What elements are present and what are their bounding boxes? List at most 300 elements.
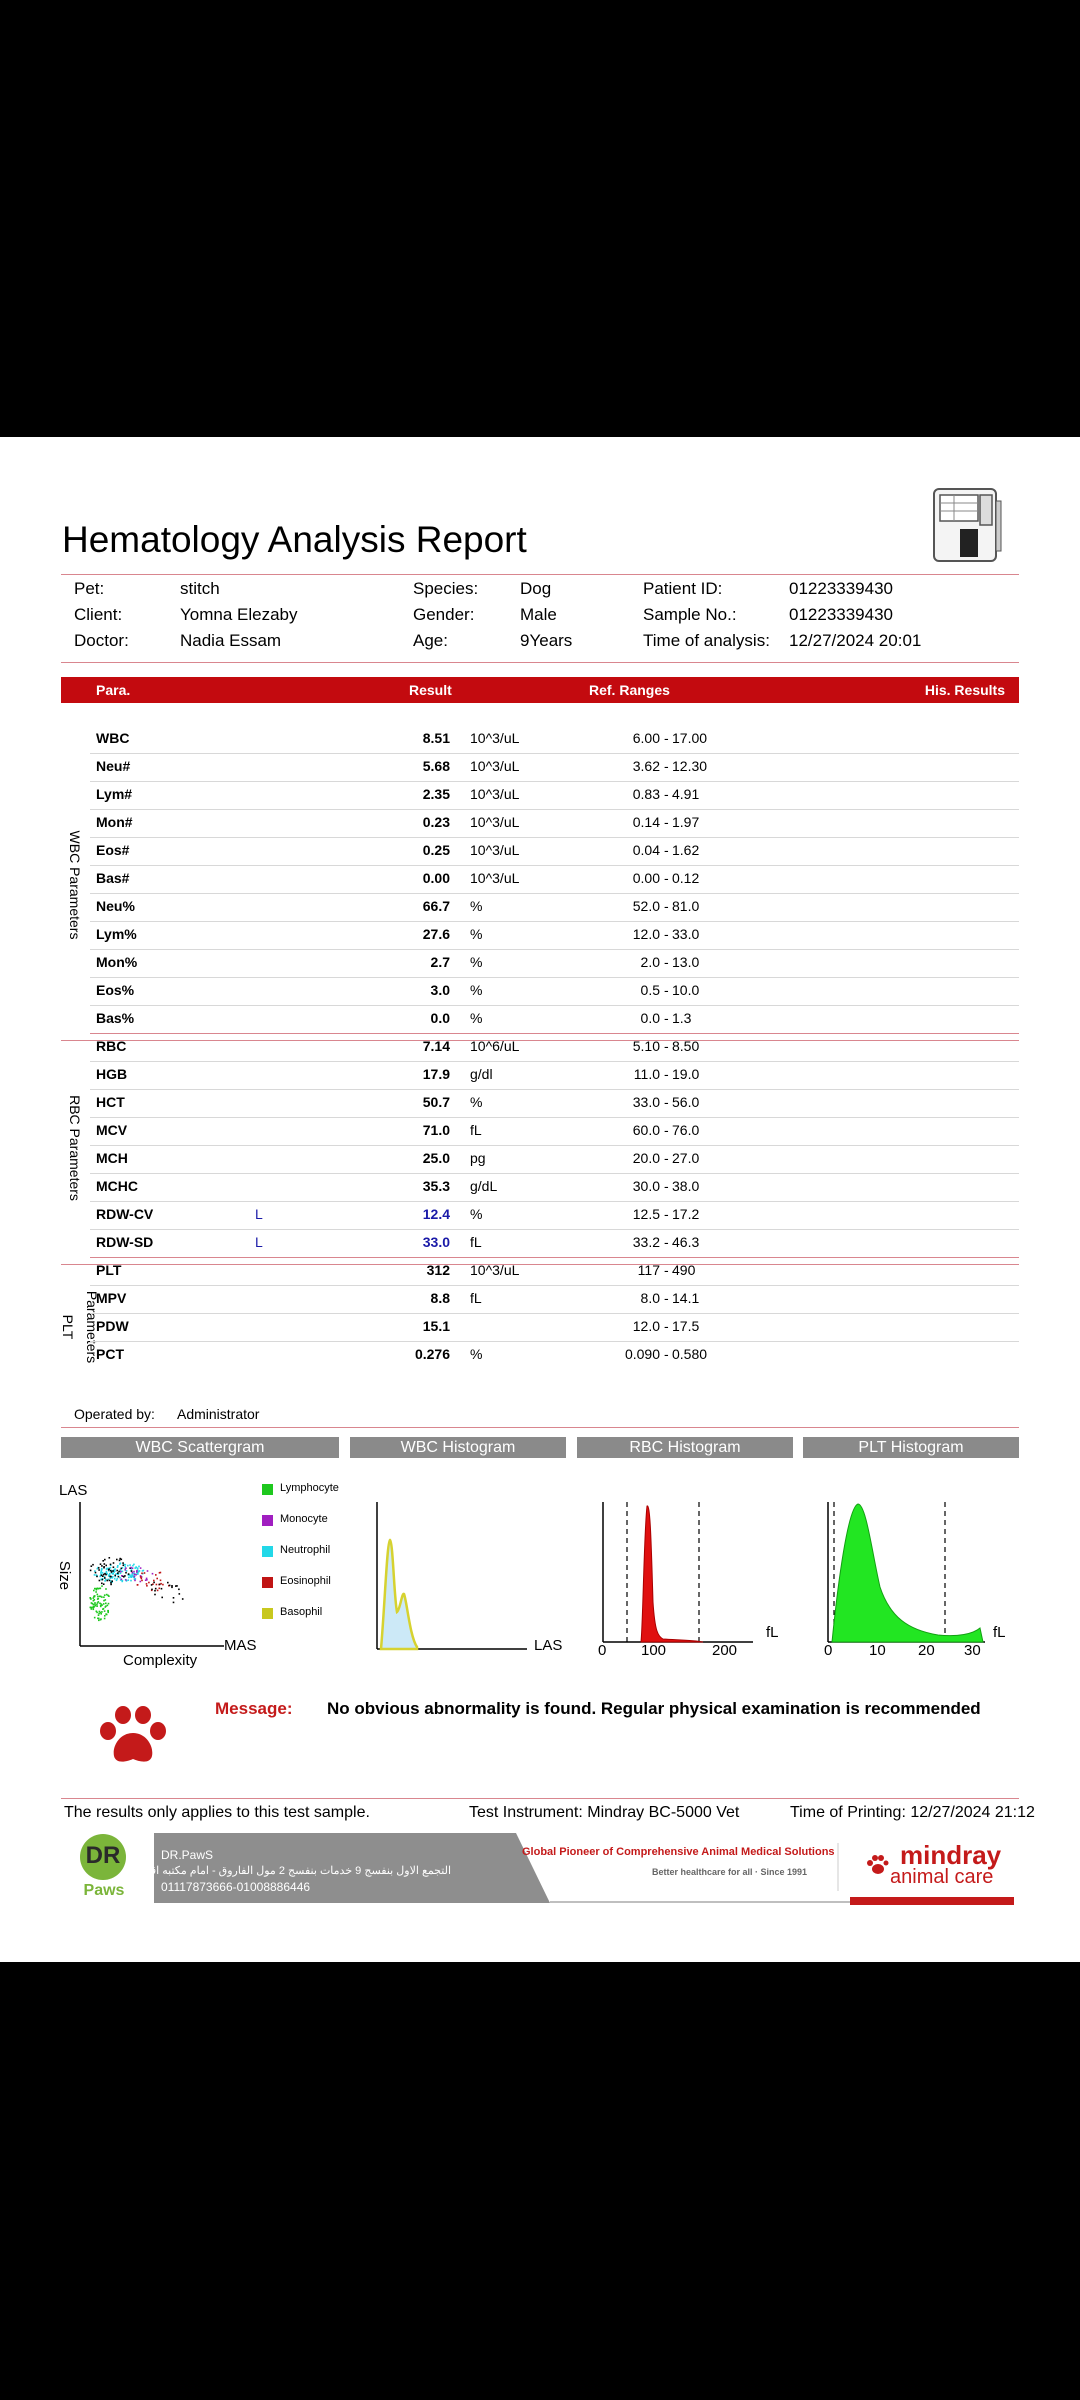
param-ref-high: 8.50 [672, 1038, 700, 1054]
scatter-point [100, 1596, 102, 1598]
scatter-point [96, 1604, 98, 1606]
param-ref-high: 17.00 [672, 730, 708, 746]
scatter-point [130, 1576, 132, 1578]
scatter-point [117, 1572, 119, 1574]
divider [61, 1427, 1019, 1428]
ref-range-dash: - [664, 1150, 669, 1166]
param-result: 0.0 [430, 1010, 450, 1026]
param-ref-low: 0.0 [640, 1010, 660, 1026]
scatter-point [90, 1607, 92, 1609]
scatter-point [101, 1575, 103, 1577]
scatter-point [152, 1573, 154, 1575]
scatter-point [103, 1574, 105, 1576]
scatter-point [173, 1602, 175, 1604]
scatter-point [94, 1588, 96, 1590]
scatter-point [120, 1571, 122, 1573]
ref-range-dash: - [664, 982, 669, 998]
table-row [90, 1033, 1019, 1062]
scatter-point [132, 1572, 134, 1574]
scatter-point [138, 1566, 140, 1568]
param-ref-high: 56.0 [672, 1094, 700, 1110]
ref-range-dash: - [664, 954, 669, 970]
scatter-point [104, 1618, 106, 1620]
scatter-point [100, 1612, 102, 1614]
param-unit: % [470, 926, 483, 942]
param-ref-high: 1.62 [672, 842, 700, 858]
scatter-point [142, 1570, 144, 1572]
wbc-scattergram-title: WBC Scattergram [61, 1437, 339, 1458]
ref-range-dash: - [664, 842, 669, 858]
report-page [0, 437, 1080, 1962]
param-ref-high: 76.0 [672, 1122, 700, 1138]
param-unit: 10^3/uL [470, 870, 520, 886]
ref-range-dash: - [664, 1122, 669, 1138]
rbc-histogram [603, 1502, 753, 1642]
scatter-point [131, 1574, 133, 1576]
param-ref-low: 117 [637, 1262, 660, 1278]
scatter-point [159, 1588, 161, 1590]
scatter-point [169, 1585, 171, 1587]
ref-range-dash: - [664, 1094, 669, 1110]
scatter-point [137, 1584, 139, 1586]
param-unit: 10^3/uL [470, 730, 520, 746]
scatter-point [92, 1564, 94, 1566]
scatter-point [114, 1570, 116, 1572]
table-row [90, 837, 1019, 866]
param-ref-high: 27.0 [672, 1150, 700, 1166]
ref-range-dash: - [664, 926, 669, 942]
report-title: Hematology Analysis Report [62, 519, 527, 560]
scatter-point [104, 1615, 106, 1617]
param-unit: 10^6/uL [470, 1038, 520, 1054]
param-ref-low: 5.10 [632, 1038, 660, 1054]
param-name: Neu# [96, 758, 131, 774]
param-unit: % [470, 1010, 483, 1026]
scatter-point [93, 1596, 95, 1598]
scatter-point [161, 1588, 163, 1590]
scatter-point [97, 1594, 99, 1596]
scatter-point [94, 1604, 96, 1606]
param-ref-low: 0.14 [632, 814, 660, 830]
legend-label: Basophil [280, 1606, 323, 1618]
param-ref-high: 33.0 [672, 926, 700, 942]
param-ref-high: 10.0 [672, 982, 700, 998]
wbc-scattergram [79, 1502, 224, 1647]
scatter-point [112, 1570, 114, 1572]
table-row [90, 977, 1019, 1006]
scatter-point [141, 1580, 143, 1582]
footer-printing: Time of Printing: 12/27/2024 21:12 [790, 1804, 1035, 1821]
patient-id-value: 01223339430 [789, 579, 894, 598]
scatter-point [114, 1575, 116, 1577]
legend-swatch [262, 1546, 273, 1557]
scatter-point [117, 1565, 119, 1567]
scatter-point [110, 1567, 112, 1569]
scatter-point [98, 1569, 100, 1571]
scatter-point [105, 1599, 107, 1601]
scatter-point [103, 1583, 105, 1585]
scatter-point [136, 1571, 138, 1573]
legend-label: Monocyte [280, 1513, 328, 1525]
scatter-point [122, 1580, 124, 1582]
table-row [90, 725, 1019, 754]
param-name: PDW [96, 1318, 129, 1334]
table-row [90, 921, 1019, 950]
scatter-point [93, 1606, 95, 1608]
scatter-point [103, 1596, 105, 1598]
scatter-point [91, 1608, 93, 1610]
sample-label: Sample No.: [643, 605, 737, 624]
param-ref-low: 0.04 [632, 842, 660, 858]
scatter-point [105, 1606, 107, 1608]
param-ref-low: 12.5 [632, 1206, 660, 1222]
table-row [90, 1089, 1019, 1118]
clinic-logo [78, 1834, 130, 1904]
sample-value: 01223339430 [789, 605, 894, 624]
scatter-point [93, 1597, 95, 1599]
scatter-point [99, 1603, 101, 1605]
legend-label: Neutrophil [280, 1544, 331, 1556]
scatter-point [131, 1570, 133, 1572]
scatter-point [101, 1569, 103, 1571]
scatter-point [100, 1618, 102, 1620]
scatter-point [125, 1564, 127, 1566]
scatter-point [99, 1588, 101, 1590]
param-ref-low: 30.0 [632, 1178, 660, 1194]
scatter-point [153, 1582, 155, 1584]
param-unit: 10^3/uL [470, 1262, 520, 1278]
ref-range-dash: - [664, 870, 669, 886]
param-name: MCV [96, 1122, 128, 1138]
legend-label: Lymphocyte [280, 1482, 339, 1494]
divider [61, 574, 1019, 575]
scatter-point [107, 1605, 109, 1607]
scatter-point [107, 1580, 109, 1582]
scatter-point [111, 1580, 113, 1582]
scatter-point [171, 1585, 173, 1587]
legend-swatch [262, 1484, 273, 1495]
ref-range-dash: - [664, 898, 669, 914]
scatter-point [93, 1590, 95, 1592]
wbc-histogram-graph [377, 1502, 527, 1652]
param-name: PCT [96, 1346, 124, 1362]
scatter-x-right-label: MAS [224, 1637, 257, 1654]
age-label: Age: [413, 631, 448, 650]
legend-swatch [262, 1577, 273, 1588]
scatter-point [108, 1575, 110, 1577]
param-unit: 10^3/uL [470, 758, 520, 774]
param-unit: 10^3/uL [470, 814, 520, 830]
param-result: 27.6 [422, 926, 450, 942]
scatter-point [95, 1591, 97, 1593]
scatter-point [103, 1566, 105, 1568]
pet-label: Pet: [74, 579, 105, 598]
param-ref-low: 0.5 [640, 982, 660, 998]
param-ref-high: 1.97 [672, 814, 700, 830]
table-row [90, 1285, 1019, 1314]
scatter-point [121, 1579, 123, 1581]
plt-histogram-title: PLT Histogram [803, 1437, 1019, 1458]
param-result: 0.00 [422, 870, 450, 886]
footer-note: The results only applies to this test sample. [64, 1804, 370, 1821]
legend-label: Eosinophil [280, 1575, 331, 1587]
param-ref-high: 1.3 [672, 1010, 692, 1026]
param-unit: fL [470, 1122, 482, 1138]
scatter-point [140, 1576, 142, 1578]
scatter-point [96, 1576, 98, 1578]
scatter-point [139, 1570, 141, 1572]
scatter-point [98, 1613, 100, 1615]
param-ref-low: 12.0 [632, 1318, 660, 1334]
param-unit: % [470, 1346, 483, 1362]
scatter-point [98, 1618, 100, 1620]
wbc-hist-x-label: LAS [534, 1637, 563, 1654]
scatter-point [109, 1557, 111, 1559]
table-row [90, 1005, 1019, 1034]
param-ref-low: 60.0 [632, 1122, 660, 1138]
scatter-point [161, 1597, 163, 1599]
scatter-point [108, 1568, 110, 1570]
scatter-point [140, 1567, 142, 1569]
legend-swatch [262, 1515, 273, 1526]
scatter-point [118, 1571, 120, 1573]
scatter-point [137, 1573, 139, 1575]
scatter-point [135, 1574, 137, 1576]
scatter-point [117, 1578, 119, 1580]
scatter-point [104, 1610, 106, 1612]
param-ref-high: 17.2 [672, 1206, 700, 1222]
param-result: 25.0 [422, 1150, 450, 1166]
scatter-point [127, 1565, 129, 1567]
scatter-point [91, 1602, 93, 1604]
gender-label: Gender: [413, 605, 475, 624]
ref-range-dash: - [664, 786, 669, 802]
scatter-point [95, 1572, 97, 1574]
scatter-point [94, 1602, 96, 1604]
header-result: Result [409, 682, 452, 698]
table-row [90, 809, 1019, 838]
scatter-point [105, 1579, 107, 1581]
divider [61, 1798, 1019, 1799]
tagline: Global Pioneer of Comprehensive Animal Medical Solutions [522, 1846, 835, 1858]
footer-instrument: Test Instrument: Mindray BC-5000 Vet [469, 1804, 740, 1821]
ref-range-dash: - [664, 1290, 669, 1306]
scatter-point [154, 1590, 156, 1592]
scatter-point [96, 1605, 98, 1607]
scatter-point [105, 1603, 107, 1605]
param-ref-low: 20.0 [632, 1150, 660, 1166]
scatter-point [125, 1569, 127, 1571]
scatter-point [104, 1580, 106, 1582]
scatter-point [121, 1568, 123, 1570]
param-ref-low: 8.0 [640, 1290, 660, 1306]
table-row [90, 893, 1019, 922]
param-ref-high: 81.0 [672, 898, 700, 914]
scatter-point [133, 1571, 135, 1573]
param-name: Eos% [96, 982, 135, 998]
scatter-point [90, 1570, 92, 1572]
message-label: Message: [215, 1699, 293, 1718]
legend-swatch [262, 1608, 273, 1619]
scatter-point [105, 1574, 107, 1576]
table-row [90, 1341, 1019, 1369]
scatter-point [137, 1567, 139, 1569]
param-name: Lym% [96, 926, 137, 942]
plt-histogram [828, 1502, 985, 1642]
param-flag: L [255, 1234, 263, 1250]
time-label: Time of analysis: [643, 631, 770, 650]
scatter-point [97, 1602, 99, 1604]
rbc-tick-label: 0 [598, 1642, 607, 1659]
mindray-brand: mindray [900, 1840, 1002, 1870]
scatter-point [154, 1594, 156, 1596]
scatter-point [104, 1594, 106, 1596]
species-value: Dog [520, 579, 552, 598]
clinic-logo-dr: DR [85, 1842, 121, 1869]
scatter-point [125, 1579, 127, 1581]
table-row [90, 753, 1019, 782]
scatter-point [101, 1604, 103, 1606]
scatter-point [97, 1598, 99, 1600]
rbc-tick-label: 200 [712, 1642, 738, 1659]
param-result: 0.23 [422, 814, 450, 830]
scatter-point [120, 1562, 122, 1564]
param-ref-high: 4.91 [672, 786, 700, 802]
pet-value: stitch [180, 579, 220, 598]
scatter-point [162, 1584, 164, 1586]
scatter-point [144, 1572, 146, 1574]
section-label-plt: PLT [60, 1314, 76, 1340]
param-result: 0.25 [422, 842, 450, 858]
param-result: 8.51 [422, 730, 450, 746]
param-name: HCT [96, 1094, 125, 1110]
param-ref-low: 52.0 [632, 898, 660, 914]
scatter-point [117, 1566, 119, 1568]
patient-id-label: Patient ID: [643, 579, 723, 598]
param-result: 3.0 [430, 982, 450, 998]
analyzer-device-icon [930, 485, 1004, 565]
table-row [90, 781, 1019, 810]
table-row [90, 1061, 1019, 1090]
scatter-point [115, 1573, 117, 1575]
message-text: No obvious abnormality is found. Regular physical examination is recommended [327, 1699, 981, 1718]
plt-tick-label: 20 [918, 1642, 935, 1659]
clinic-logo-paws: Paws [83, 1882, 125, 1899]
section-label-rbc: RBC Parameters [67, 1095, 83, 1201]
param-result: 5.68 [422, 758, 450, 774]
scatter-point [91, 1565, 93, 1567]
param-name: MCH [96, 1150, 128, 1166]
scatter-point [159, 1572, 161, 1574]
param-result: 71.0 [422, 1122, 450, 1138]
scatter-point [100, 1572, 102, 1574]
ref-range-dash: - [664, 814, 669, 830]
scatter-point [98, 1614, 100, 1616]
scatter-point [93, 1609, 95, 1611]
scatter-point [155, 1588, 157, 1590]
scatter-point [110, 1570, 112, 1572]
table-row [90, 865, 1019, 894]
scatter-point [178, 1589, 180, 1591]
param-name: Neu% [96, 898, 135, 914]
table-row [90, 1257, 1019, 1286]
param-result: 7.14 [422, 1038, 450, 1054]
scatter-point [179, 1593, 181, 1595]
scatter-point [122, 1562, 124, 1564]
scatter-point [101, 1611, 103, 1613]
table-header [61, 677, 1019, 703]
scatter-point [107, 1612, 109, 1614]
age-value: 9Years [520, 631, 573, 650]
param-ref-low: 0.090 [624, 1346, 660, 1362]
doctor-value: Nadia Essam [180, 631, 282, 650]
ref-range-dash: - [664, 1206, 669, 1222]
param-unit: g/dl [470, 1066, 493, 1082]
wbc-histogram [377, 1942, 378, 1943]
scatter-point [159, 1584, 161, 1586]
param-name: RDW-SD [96, 1234, 154, 1250]
param-ref-low: 0.83 [632, 786, 660, 802]
scatter-point [103, 1603, 105, 1605]
mindray-brand-sub: animal care [890, 1866, 994, 1888]
param-name: Bas# [96, 870, 130, 886]
gender-value: Male [520, 605, 557, 624]
scatter-point [116, 1559, 118, 1561]
scatter-point [146, 1578, 148, 1580]
param-unit: % [470, 954, 483, 970]
param-result: 17.9 [422, 1066, 450, 1082]
param-ref-high: 19.0 [672, 1066, 700, 1082]
scatter-point [101, 1565, 103, 1567]
scatter-point [110, 1564, 112, 1566]
scatter-point [121, 1575, 123, 1577]
scatter-point [105, 1565, 107, 1567]
scatter-point [116, 1570, 118, 1572]
scatter-point [160, 1580, 162, 1582]
param-result: 66.7 [422, 898, 450, 914]
param-ref-high: 0.580 [672, 1346, 708, 1362]
plt-tick-label: 0 [824, 1642, 833, 1659]
scatter-point [104, 1577, 106, 1579]
param-ref-high: 490 [672, 1262, 696, 1278]
scatter-point [130, 1567, 132, 1569]
ref-range-dash: - [664, 758, 669, 774]
param-unit: g/dL [470, 1178, 498, 1194]
scatter-point [94, 1617, 96, 1619]
table-row [90, 1173, 1019, 1202]
section-label-parameters: Parameters [84, 1290, 100, 1364]
table-row [90, 949, 1019, 978]
scatter-y-label: Size [56, 1560, 74, 1591]
scatter-point [156, 1584, 158, 1586]
scatter-x-label: Complexity [123, 1652, 198, 1669]
client-value: Yomna Elezaby [180, 605, 298, 624]
mindray-paw-icon [866, 1855, 888, 1875]
param-ref-low: 6.00 [632, 730, 660, 746]
scatter-point [132, 1565, 134, 1567]
param-unit: % [470, 1206, 483, 1222]
scatter-y-top-label: LAS [59, 1482, 88, 1499]
scatter-point [98, 1620, 100, 1622]
rbc-histogram-title: RBC Histogram [577, 1437, 793, 1458]
scatter-point [128, 1579, 130, 1581]
operator-name: Administrator [177, 1406, 260, 1422]
scatter-point [100, 1563, 102, 1565]
scatter-point [111, 1571, 113, 1573]
ref-range-dash: - [664, 1262, 669, 1278]
scatter-point [96, 1612, 98, 1614]
param-ref-high: 38.0 [672, 1178, 700, 1194]
